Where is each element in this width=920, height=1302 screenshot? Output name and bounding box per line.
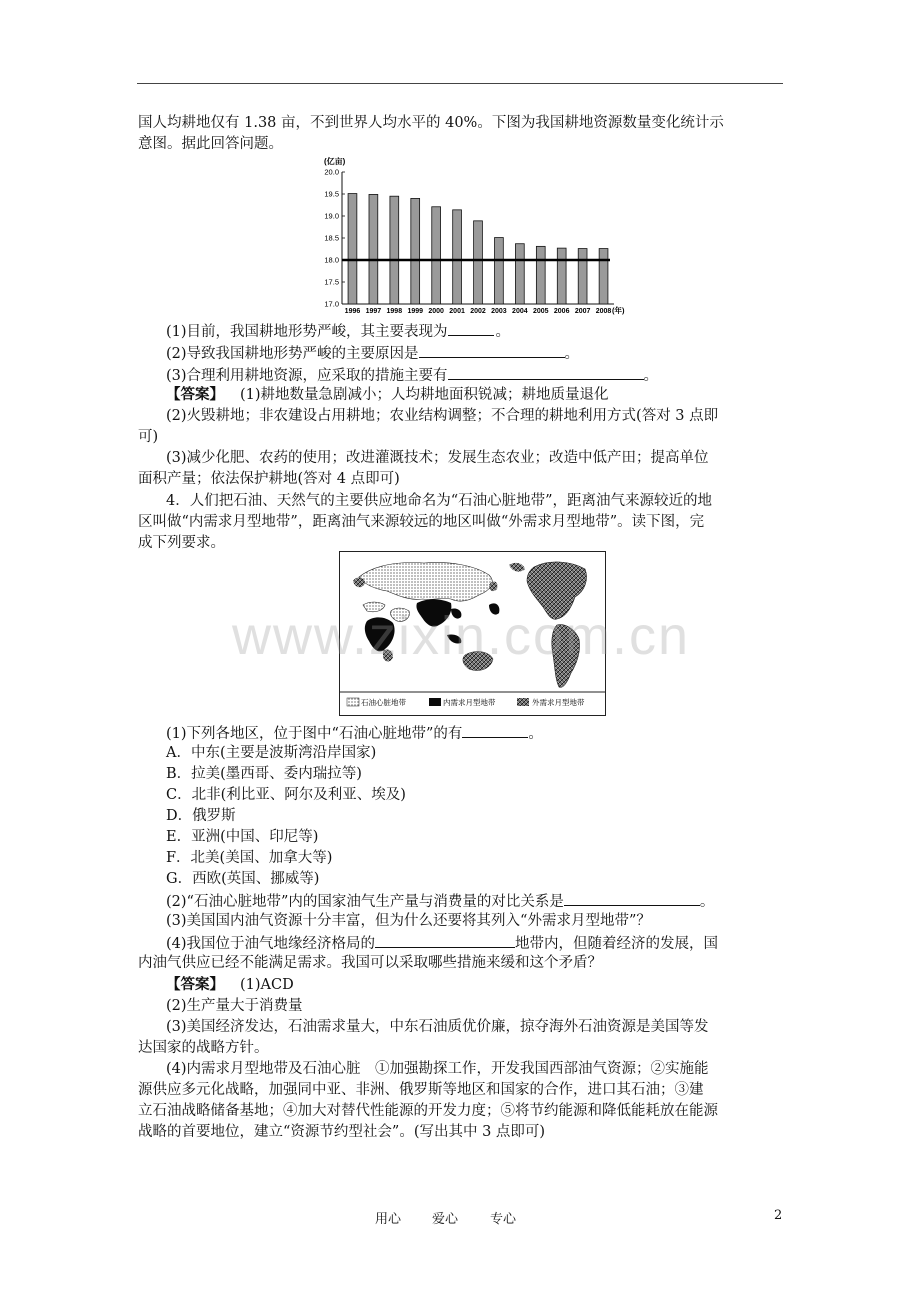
q4-sub-1: (1)下列各地区，位于图中“石油心脏地带”的有 。 bbox=[166, 722, 543, 744]
q4-sub-4 bbox=[166, 932, 718, 954]
legend-label-inner: 内需求月型地带 bbox=[443, 698, 496, 707]
q4-sub-2: (2)“石油心脏地带”内的国家油气生产量与消费量的对比关系是 。 bbox=[166, 890, 714, 912]
chart-x-tick-label: 2007 bbox=[574, 308, 591, 315]
q4-stem-2: 区叫做“内需求月型地带”，距离油气来源较远的地区叫做“外需求月型地带”。读下图，完 bbox=[138, 514, 705, 530]
chart-x-tick-label: 2005 bbox=[532, 308, 549, 315]
chart-x-tick-label: 1997 bbox=[365, 308, 382, 315]
q4-option-g: G．西欧(英国、挪威等) bbox=[166, 871, 320, 887]
q3-sub-2: (2)导致我国耕地形势严峻的主要原因是 。 bbox=[166, 342, 579, 364]
q4-sub-4-text-a: (4)我国位于油气地缘经济格局的 bbox=[166, 936, 376, 952]
answer-blank[interactable] bbox=[375, 932, 515, 948]
answer-blank[interactable] bbox=[462, 722, 528, 738]
chart-x-tick-label: 2006 bbox=[553, 308, 570, 315]
q3-answer-2a: (2)火毁耕地；非农建设占用耕地；农业结构调整；不合理的耕地利用方式(答对 3 点即 bbox=[166, 408, 719, 424]
chart-x-tick-label: 2001 bbox=[449, 308, 465, 315]
q4-sub-4-c: 内油气供应已经不能满足需求。我国可以采取哪些措施来缓和这个矛盾？ bbox=[138, 955, 602, 971]
legend-swatch-outer bbox=[517, 698, 529, 706]
chart-y-tick-label: 18.0 bbox=[324, 255, 339, 265]
header-rule bbox=[137, 83, 783, 84]
q4-answer-4a: (4)内需求月型地带及石油心脏 ①加强勘探工作，开发我国西部油气资源；②实施能 bbox=[166, 1061, 709, 1077]
q4-answer-4d: 战略的首要地位，建立“资源节约型社会”。(写出其中 3 点即可) bbox=[138, 1124, 546, 1140]
q3-sub-1-text: (1)目前，我国耕地形势严峻，其主要表现为 bbox=[166, 324, 448, 340]
chart-x-tick-label: 2008 bbox=[595, 308, 612, 315]
q3-answer-1-text: (1)耕地数量急剧减小；人均耕地面积锐减；耕地质量退化 bbox=[240, 387, 609, 403]
chart-bar-1997 bbox=[369, 194, 378, 304]
chart-bar-2000 bbox=[432, 207, 441, 304]
q4-sub-3: (3)美国国内油气资源十分丰富，但为什么还要将其列入“外需求月型地带”？ bbox=[166, 913, 651, 929]
q3-answer-1 bbox=[166, 385, 609, 405]
q3-sub-3-text: (3)合理利用耕地资源，应采取的措施主要有 bbox=[166, 368, 448, 384]
chart-x-tick-label: 2000 bbox=[428, 308, 444, 315]
intro-line-1: 国人均耕地仅有 1.38 亩，不到世界人均水平的 40%。下图为我国耕地资源数量变化统计示 bbox=[138, 115, 724, 131]
answer-blank[interactable] bbox=[448, 364, 644, 380]
chart-bar-2005 bbox=[536, 246, 545, 304]
chart-x-tick-label: 1998 bbox=[386, 308, 403, 315]
chart-y-tick-label: 18.5 bbox=[324, 233, 339, 243]
q3-answer-3b: 面积产量；依法保护耕地(答对 4 点即可) bbox=[138, 471, 400, 487]
legend-label-heartland: 石油心脏地带 bbox=[361, 698, 406, 707]
chart-bar-2008 bbox=[599, 249, 608, 304]
site-watermark: www.zixin.com.cn bbox=[232, 606, 691, 666]
chart-bar-2002 bbox=[474, 221, 483, 304]
chart-bar-1998 bbox=[390, 196, 399, 304]
answer-blank[interactable] bbox=[564, 890, 700, 906]
q3-answer-2b: 可) bbox=[138, 429, 159, 445]
q4-option-c: C．北非(利比亚、阿尔及利亚、埃及) bbox=[166, 787, 406, 803]
map-legend bbox=[347, 697, 585, 707]
legend-swatch-heartland bbox=[347, 698, 359, 706]
chart-x-tick-label: 2003 bbox=[491, 308, 507, 315]
q4-sub-4-text-b: 地带内，但随着经济的发展，国 bbox=[515, 936, 719, 952]
q4-answer-1 bbox=[166, 975, 294, 995]
chart-y-tick-label: 17.0 bbox=[324, 299, 339, 309]
chart-y-tick-label: 19.5 bbox=[324, 189, 339, 199]
answer-blank[interactable] bbox=[448, 320, 494, 336]
q4-answer-3a: (3)美国经济发达，石油需求量大，中东石油质优价廉，掠夺海外石油资源是美国等发 bbox=[166, 1019, 709, 1035]
chart-bar-2003 bbox=[495, 238, 504, 304]
chart-bar-2001 bbox=[453, 210, 462, 304]
q4-answer-4c: 立石油战略储备基地；④加大对替代性能源的开发力度；⑤将节约能源和降低能耗放在能源 bbox=[138, 1103, 718, 1119]
farmland-bar-chart bbox=[312, 156, 628, 316]
chart-bar-2007 bbox=[578, 249, 587, 304]
chart-x-axis-unit: (年) bbox=[612, 306, 625, 315]
q4-answer-1-text: (1)ACD bbox=[240, 977, 294, 993]
legend-label-outer: 外需求月型地带 bbox=[532, 698, 585, 707]
q4-stem-3: 成下列要求。 bbox=[138, 535, 225, 551]
answer-tag: 【答案】 bbox=[166, 976, 224, 993]
q4-option-a: A．中东(主要是波斯湾沿岸国家) bbox=[166, 745, 377, 761]
q4-sub-2-text: (2)“石油心脏地带”内的国家油气生产量与消费量的对比关系是 bbox=[166, 894, 564, 910]
answer-blank[interactable] bbox=[419, 342, 565, 358]
footer-slogan-2: 爱心 bbox=[432, 1212, 459, 1227]
chart-x-tick-label: 1996 bbox=[344, 308, 361, 315]
q3-sub-2-text: (2)导致我国耕地形势严峻的主要原因是 bbox=[166, 346, 419, 362]
legend-swatch-inner bbox=[429, 698, 441, 706]
answer-tag: 【答案】 bbox=[166, 386, 224, 403]
q4-answer-4b: 源供应多元化战略，加强同中亚、非洲、俄罗斯等地区和国家的合作，进口其石油；③建 bbox=[138, 1082, 704, 1098]
chart-x-tick-label: 2002 bbox=[470, 308, 486, 315]
chart-y-tick-label: 19.0 bbox=[324, 211, 339, 221]
chart-y-tick-label: 17.5 bbox=[324, 277, 339, 287]
q4-stem-1: 4．人们把石油、天然气的主要供应地命名为“石油心脏地带”，距离油气来源较近的地 bbox=[166, 493, 713, 509]
q4-option-f: F．北美(美国、加拿大等) bbox=[166, 850, 333, 866]
chart-y-tick-label: 20.0 bbox=[324, 167, 339, 177]
chart-bar-2006 bbox=[557, 248, 566, 304]
q3-sub-3: (3)合理利用耕地资源，应采取的措施主要有 。 bbox=[166, 364, 658, 386]
q4-answer-3b: 达国家的战略方针。 bbox=[138, 1040, 269, 1056]
page-number: 2 bbox=[774, 1208, 783, 1223]
q4-option-d: D．俄罗斯 bbox=[166, 808, 236, 824]
q3-answer-3a: (3)减少化肥、农药的使用；改进灌溉技术；发展生态农业；改造中低产田；提高单位 bbox=[166, 450, 709, 466]
chart-x-tick-label: 2004 bbox=[512, 308, 528, 315]
chart-y-axis-label: (亿亩) bbox=[324, 157, 346, 166]
chart-bar-2004 bbox=[515, 244, 524, 304]
chart-x-tick-label: 1999 bbox=[407, 308, 424, 315]
q4-option-b: B．拉美(墨西哥、委内瑞拉等) bbox=[166, 766, 362, 782]
q4-option-e: E．亚洲(中国、印尼等) bbox=[166, 829, 319, 845]
chart-bar-1999 bbox=[411, 198, 420, 304]
intro-line-2: 意图。据此回答问题。 bbox=[138, 136, 283, 152]
q4-sub-1-text: (1)下列各地区，位于图中“石油心脏地带”的有 bbox=[166, 726, 463, 742]
footer-slogan-1: 用心 bbox=[375, 1212, 402, 1227]
q4-answer-2: (2)生产量大于消费量 bbox=[166, 998, 303, 1014]
footer-slogan-3: 专心 bbox=[490, 1212, 517, 1227]
chart-bar-1996 bbox=[348, 194, 357, 304]
q3-sub-1: (1)目前，我国耕地形势严峻，其主要表现为 。 bbox=[166, 320, 510, 342]
